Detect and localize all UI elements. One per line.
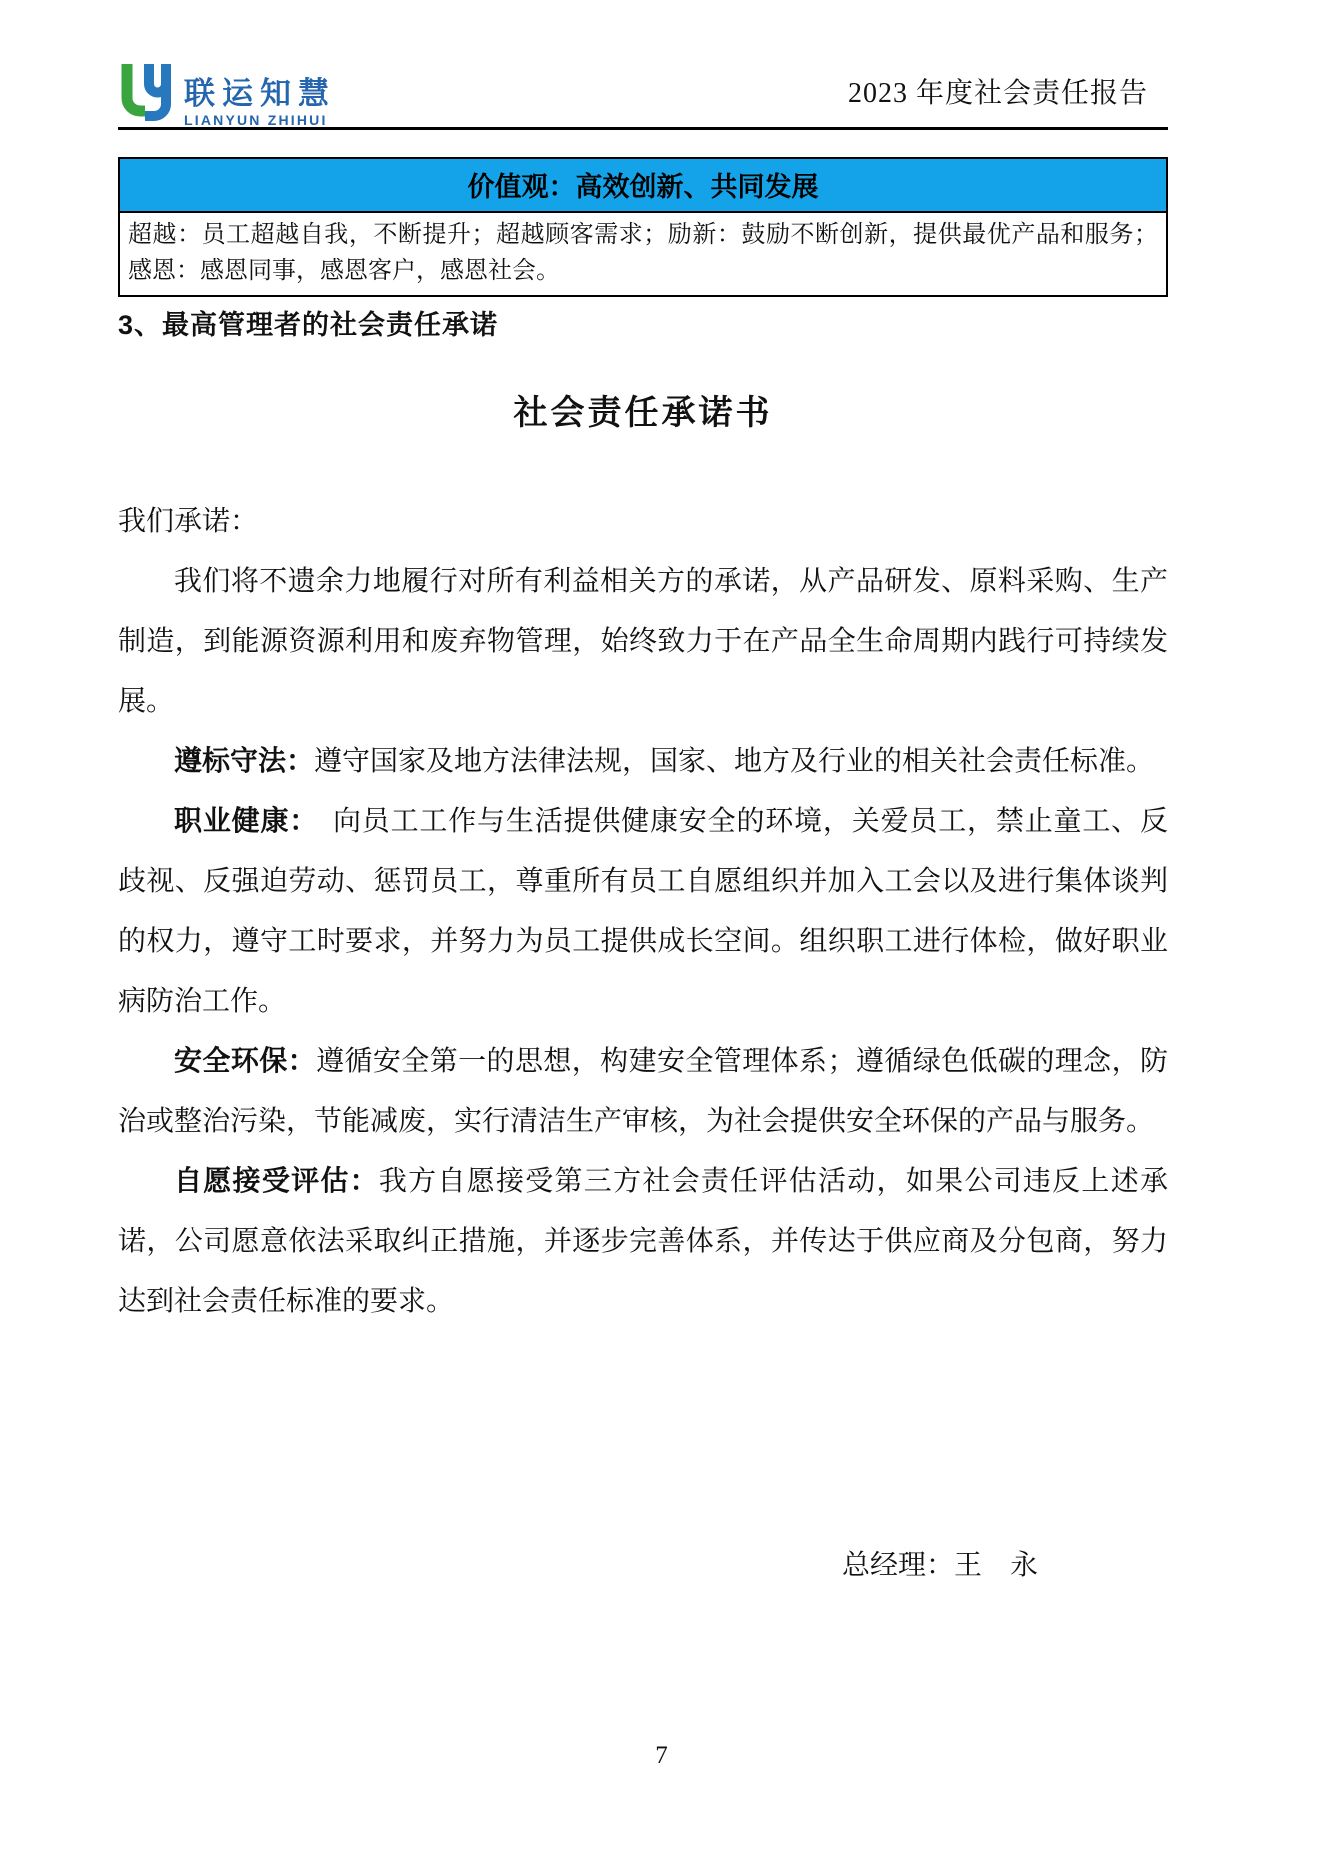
commitment-voluntary-assessment-text: 我方自愿接受第三方社会责任评估活动，如果公司违反上述承诺，公司愿意依法采取纠正措施，并逐步完善体系，并传达于供应商及分包商，努力达到社会责任标准的要求。 bbox=[118, 1166, 1168, 1317]
commitment-safety-environment-label: 安全环保： bbox=[174, 1046, 317, 1077]
section-heading: 3、最高管理者的社会责任承诺 bbox=[118, 310, 499, 340]
commitment-occupational-health bbox=[118, 792, 1168, 1032]
commitment-safety-environment-text: 遵循安全第一的思想，构建安全管理体系；遵循绿色低碳的理念，防治或整治污染，节能减废，实行清洁生产审核，为社会提供安全环保的产品与服务。 bbox=[118, 1046, 1168, 1137]
commitment-safety-environment bbox=[118, 1032, 1168, 1152]
logo-en-text: LIANYUN ZHIHUI bbox=[184, 112, 328, 128]
logo-mark-green-stroke bbox=[127, 64, 145, 111]
commitment-compliance-label: 遵标守法： bbox=[174, 746, 315, 777]
commitment-compliance-text: 遵守国家及地方法律法规，国家、地方及行业的相关社会责任标准。 bbox=[314, 746, 1155, 777]
body-text bbox=[118, 492, 1168, 1332]
report-title: 2023 年度社会责任报告 bbox=[847, 78, 1148, 109]
page-header bbox=[118, 56, 1168, 130]
values-table-body: 超越：员工超越自我，不断提升；超越顾客需求；励新：鼓励不断创新，提供最优产品和服务；感恩：感恩同事，感恩客户，感恩社会。 bbox=[128, 222, 1158, 284]
logo-mark-icon bbox=[118, 61, 174, 125]
commitment-occupational-health-label: 职业健康： bbox=[174, 806, 305, 837]
doc-title: 社会责任承诺书 bbox=[513, 395, 773, 432]
intro-paragraph: 我们将不遗余力地履行对所有利益相关方的承诺，从产品研发、原料采购、生产制造，到能源资源利用和废弃物管理，始终致力于在产品全生命周期内践行可持续发展。 bbox=[118, 566, 1168, 717]
company-logo bbox=[118, 61, 336, 127]
values-table bbox=[118, 157, 1168, 297]
page-number: 7 bbox=[655, 1742, 668, 1769]
logo-cn-text: 联运知慧 bbox=[184, 76, 336, 111]
values-table-header: 价值观：高效创新、共同发展 bbox=[120, 159, 1166, 213]
commitment-compliance bbox=[118, 732, 1168, 792]
commitment-occupational-health-text: 向员工工作与生活提供健康安全的环境，关爱员工，禁止童工、反歧视、反强迫劳动、惩罚员工，尊重所有员工自愿组织并加入工会以及进行集体谈判的权力，遵守工时要求，并努力为员工提供成长空间。组织职工进行体检，做好职业病防治工作。 bbox=[118, 806, 1168, 1017]
commitment-voluntary-assessment bbox=[118, 1152, 1168, 1332]
signature-line: 总经理：王 永 bbox=[841, 1550, 1038, 1581]
intro-label: 我们承诺： bbox=[118, 506, 259, 537]
logo-text bbox=[184, 78, 336, 127]
commitment-voluntary-assessment-label: 自愿接受评估： bbox=[174, 1166, 379, 1197]
